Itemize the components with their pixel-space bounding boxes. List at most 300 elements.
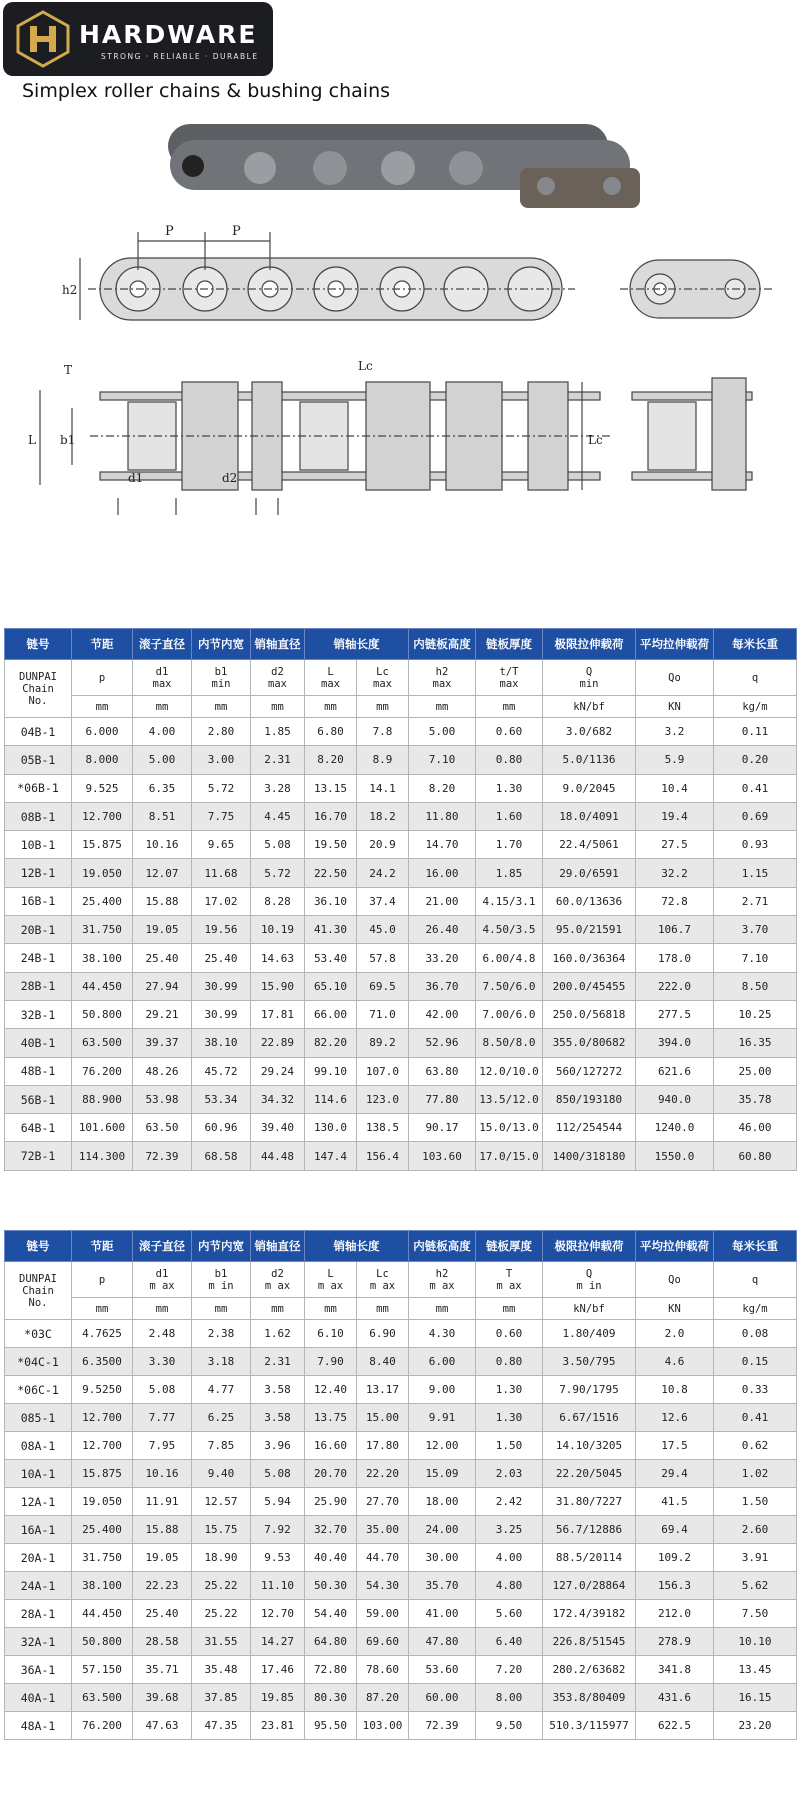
table-cell: 30.00 [409,1544,476,1572]
table-cell: 63.80 [409,1057,476,1085]
table-cell: 3.96 [251,1432,305,1460]
table-cell: 16.60 [305,1432,357,1460]
symbol-text: L [327,1267,334,1280]
symbol-cell [192,660,251,696]
table-cell: 23.81 [251,1712,305,1740]
table-cell: 8.000 [72,746,133,774]
table-cell: 35.70 [409,1572,476,1600]
table-cell: 15.88 [133,1516,192,1544]
table-cell: 29.24 [251,1057,305,1085]
symbol-cell [409,660,476,696]
table-cell: 38.100 [72,944,133,972]
table-cell: 41.00 [409,1600,476,1628]
symbol-text: Chain [22,682,54,695]
table-cell: 38.10 [192,1029,251,1057]
table-cell: 9.91 [409,1404,476,1432]
table-cell: 12.70 [251,1600,305,1628]
Lc-label: Lc [358,359,373,373]
table-cell: 1.80/409 [543,1320,636,1348]
chain-number-cell: 28A-1 [5,1600,72,1628]
table-cell: 6.00/4.8 [476,944,543,972]
table-cell: 31.80/7227 [543,1488,636,1516]
table-cell: 72.8 [636,887,714,915]
table-cell: 7.90 [305,1348,357,1376]
table-row [5,1712,797,1740]
table-cell: 16.70 [305,802,357,830]
b1-label: b1 [60,433,76,447]
table-cell: 22.23 [133,1572,192,1600]
symbol-text: No. [28,694,48,707]
table-cell: 24.00 [409,1516,476,1544]
unit-cell: mm [192,696,251,718]
chain-number-cell: *06B-1 [5,774,72,802]
table-row [5,1142,797,1170]
table-cell: 4.15/3.1 [476,887,543,915]
table-cell: 9.00 [409,1376,476,1404]
table-cell: 9.53 [251,1544,305,1572]
table-row [5,774,797,802]
table-cell: 16.00 [409,859,476,887]
table-cell: 112/254544 [543,1114,636,1142]
header-chain-no: 链号 [5,1231,72,1262]
table-cell: 2.80 [192,718,251,746]
table-cell: 90.17 [409,1114,476,1142]
table-cell: 9.5250 [72,1376,133,1404]
header-plate-thickness: 链板厚度 [476,629,543,660]
table-cell: 0.08 [714,1320,797,1348]
table-cell: 4.77 [192,1376,251,1404]
table-cell: 7.50/6.0 [476,972,543,1000]
symbol-text: Q [585,1267,593,1280]
table-cell: 12.700 [72,802,133,830]
table-cell: 7.10 [714,944,797,972]
symbol-text: h2 [435,665,449,678]
table-cell: 5.08 [133,1376,192,1404]
chain-number-cell: 05B-1 [5,746,72,774]
symbol-text: m ax [317,1279,344,1292]
symbol-text: h2 [435,1267,449,1280]
symbol-text: min [211,677,231,690]
table-row [5,1432,797,1460]
table-cell: 95.0/21591 [543,916,636,944]
unit-cell: mm [72,696,133,718]
Lc-label-right: Lc [588,433,603,447]
chain-number-cell: 48B-1 [5,1057,72,1085]
unit-cell: mm [305,696,357,718]
table-cell: 1.85 [476,859,543,887]
symbol-text: max [268,677,287,690]
table-cell: 64.80 [305,1628,357,1656]
table-cell: 19.85 [251,1684,305,1712]
table-cell: 172.4/39182 [543,1600,636,1628]
table-row [5,1000,797,1028]
table-cell: 76.200 [72,1712,133,1740]
symbol-cell [636,1262,714,1298]
table-row [5,1085,797,1113]
table-cell: 22.89 [251,1029,305,1057]
table-cell: 36.70 [409,972,476,1000]
table-cell: 1.50 [476,1432,543,1460]
table-cell: 28.58 [133,1628,192,1656]
table-cell: 0.60 [476,1320,543,1348]
table-cell: 4.80 [476,1572,543,1600]
header-pitch: 节距 [72,629,133,660]
unit-cell: mm [357,696,409,718]
table-cell: 11.80 [409,802,476,830]
table-cell: 54.40 [305,1600,357,1628]
table-row [5,1057,797,1085]
symbol-text: q [751,671,759,684]
table-cell: 6.25 [192,1404,251,1432]
symbol-text: Qo [668,1273,681,1286]
chain-number-cell: 36A-1 [5,1656,72,1684]
table-cell: 15.09 [409,1460,476,1488]
header-pin-length: 销轴长度 [305,629,409,660]
table-cell: 13.15 [305,774,357,802]
table-cell: 22.50 [305,859,357,887]
table-cell: 60.96 [192,1114,251,1142]
table-cell: 10.16 [133,1460,192,1488]
table-cell: 13.45 [714,1656,797,1684]
symbol-cell [543,660,636,696]
table-cell: 99.10 [305,1057,357,1085]
table-cell: 63.500 [72,1029,133,1057]
table-cell: 17.81 [251,1000,305,1028]
table-cell: 35.00 [357,1516,409,1544]
table-cell: 0.80 [476,1348,543,1376]
symbol-cell [636,660,714,696]
table-cell: 27.70 [357,1488,409,1516]
top-view-drawing [40,378,752,515]
table-cell: 60.80 [714,1142,797,1170]
symbol-text: d1 [155,665,169,678]
table-cell: 1.85 [251,718,305,746]
symbol-text: L [327,665,334,678]
table-cell: 25.90 [305,1488,357,1516]
table-cell: 394.0 [636,1029,714,1057]
symbol-cell [192,1262,251,1298]
table-cell: 68.58 [192,1142,251,1170]
symbol-text: max [499,677,519,690]
symbol-cell [305,1262,357,1298]
header-plate-height: 内链板高度 [409,1231,476,1262]
table-cell: 8.50 [714,972,797,1000]
chain-number-cell: *04C-1 [5,1348,72,1376]
table-cell: 13.75 [305,1404,357,1432]
table-row [5,972,797,1000]
table-cell: 12.07 [133,859,192,887]
table-cell: 31.750 [72,1544,133,1572]
table-cell: 13.17 [357,1376,409,1404]
table-cell: 0.93 [714,831,797,859]
table-cell: 0.62 [714,1432,797,1460]
chain-number-cell: 32B-1 [5,1000,72,1028]
chain-number-cell: 72B-1 [5,1142,72,1170]
table-cell: 2.60 [714,1516,797,1544]
table-cell: 71.0 [357,1000,409,1028]
table-cell: 89.2 [357,1029,409,1057]
table-cell: 36.10 [305,887,357,915]
table-cell: 4.50/3.5 [476,916,543,944]
unit-cell: mm [305,1298,357,1320]
table-row [5,831,797,859]
chain-number-cell: 10A-1 [5,1460,72,1488]
table-row [5,1320,797,1348]
table-cell: 56.7/12886 [543,1516,636,1544]
table-row [5,1029,797,1057]
unit-cell: mm [476,1298,543,1320]
table-cell: 12.700 [72,1432,133,1460]
symbol-cell [251,660,305,696]
table-cell: 14.10/3205 [543,1432,636,1460]
table-cell: 431.6 [636,1684,714,1712]
symbol-cell [476,1262,543,1298]
table-cell: 6.80 [305,718,357,746]
table-row [5,802,797,830]
table-cell: 29.21 [133,1000,192,1028]
table-cell: 0.41 [714,1404,797,1432]
symbol-text: Lc [376,1267,389,1280]
table-cell: 341.8 [636,1656,714,1684]
table-cell: 10.16 [133,831,192,859]
table-cell: 20.70 [305,1460,357,1488]
table-cell: 5.00 [133,746,192,774]
table-row [5,1600,797,1628]
table-cell: 3.58 [251,1404,305,1432]
table-cell: 18.90 [192,1544,251,1572]
table-cell: 5.0/1136 [543,746,636,774]
table-cell: 25.400 [72,1516,133,1544]
table-cell: 18.00 [409,1488,476,1516]
table-cell: 1400/318180 [543,1142,636,1170]
chain-number-cell: 085-1 [5,1404,72,1432]
header-weight: 每米长重 [714,629,797,660]
table-cell: 8.20 [409,774,476,802]
table-cell: 6.90 [357,1320,409,1348]
table-cell: 47.35 [192,1712,251,1740]
table-cell: 2.71 [714,887,797,915]
table-cell: 33.20 [409,944,476,972]
table-cell: 12.40 [305,1376,357,1404]
unit-cell: mm [133,696,192,718]
table-cell: 12.6 [636,1404,714,1432]
symbol-text: m ax [429,1279,455,1292]
symbol-cell [714,1262,797,1298]
table-cell: 3.50/795 [543,1348,636,1376]
table-cell: 8.9 [357,746,409,774]
table-cell: 156.4 [357,1142,409,1170]
table-row [5,1572,797,1600]
table-cell: 72.80 [305,1656,357,1684]
h2-label: h2 [62,283,78,297]
table-cell: 44.450 [72,1600,133,1628]
table-cell: 27.94 [133,972,192,1000]
table-cell: 39.68 [133,1684,192,1712]
table-cell: 103.60 [409,1142,476,1170]
table-cell: 0.60 [476,718,543,746]
table-cell: 19.4 [636,802,714,830]
table-cell: 353.8/80409 [543,1684,636,1712]
table-cell: 5.9 [636,746,714,774]
header-inner-width: 内节内宽 [192,1231,251,1262]
chain-number-cell: 32A-1 [5,1628,72,1656]
table-cell: 78.60 [357,1656,409,1684]
table-cell: 8.00 [476,1684,543,1712]
chain-number-cell: 28B-1 [5,972,72,1000]
chain-number-cell: 08A-1 [5,1432,72,1460]
header-pin-length: 销轴长度 [305,1231,409,1262]
chain-number-cell: 40A-1 [5,1684,72,1712]
table-cell: 2.48 [133,1320,192,1348]
brand-name: HARDWARE [79,20,258,49]
table-cell: 6.000 [72,718,133,746]
symbol-text: m ax [496,1279,522,1292]
table-cell: 41.30 [305,916,357,944]
table-row [5,746,797,774]
chain-number-cell: 12B-1 [5,859,72,887]
table-cell: 14.27 [251,1628,305,1656]
table-cell: 19.05 [133,916,192,944]
table-row [5,718,797,746]
table-cell: 10.10 [714,1628,797,1656]
table-cell: 21.00 [409,887,476,915]
table-cell: 41.5 [636,1488,714,1516]
symbol-cell [5,1262,72,1320]
table-cell: 9.40 [192,1460,251,1488]
table-cell: 250.0/56818 [543,1000,636,1028]
table-cell: 72.39 [133,1142,192,1170]
symbol-row [5,660,797,696]
table-cell: 138.5 [357,1114,409,1142]
table-cell: 4.30 [409,1320,476,1348]
table-cell: 60.00 [409,1684,476,1712]
symbol-text: b1 [214,665,228,678]
table-cell: 15.875 [72,1460,133,1488]
chain-drawing [0,120,800,520]
table-cell: 88.5/20114 [543,1544,636,1572]
unit-cell: kN/bf [543,1298,636,1320]
table-cell: 19.05 [133,1544,192,1572]
symbol-text: Qo [668,671,681,684]
table-cell: 7.8 [357,718,409,746]
table-cell: 5.08 [251,1460,305,1488]
table-row [5,1516,797,1544]
table-cell: 278.9 [636,1628,714,1656]
table-cell: 10.8 [636,1376,714,1404]
table-cell: 32.2 [636,859,714,887]
end-view-drawing [620,260,772,318]
table-row [5,1628,797,1656]
symbol-text: m in [576,1279,602,1292]
table-cell: 38.100 [72,1572,133,1600]
table-cell: 7.77 [133,1404,192,1432]
table-cell: 114.6 [305,1085,357,1113]
chain-number-cell: 12A-1 [5,1488,72,1516]
unit-cell: kg/m [714,1298,797,1320]
table-cell: 23.20 [714,1712,797,1740]
table-cell: 24.2 [357,859,409,887]
table-cell: 25.400 [72,887,133,915]
table-cell: 355.0/80682 [543,1029,636,1057]
table-cell: 26.40 [409,916,476,944]
chain-number-cell: 04B-1 [5,718,72,746]
table-cell: 7.95 [133,1432,192,1460]
table-cell: 4.7625 [72,1320,133,1348]
table-cell: 77.80 [409,1085,476,1113]
table-cell: 3.18 [192,1348,251,1376]
table-cell: 65.10 [305,972,357,1000]
unit-cell: kN/bf [543,696,636,718]
table-cell: 27.5 [636,831,714,859]
table-row [5,944,797,972]
table-cell: 130.0 [305,1114,357,1142]
table-cell: 39.40 [251,1114,305,1142]
table-cell: 69.60 [357,1628,409,1656]
unit-cell: mm [251,696,305,718]
table-cell: 44.48 [251,1142,305,1170]
symbol-text: max [321,677,340,690]
table-cell: 50.30 [305,1572,357,1600]
table-cell: 54.30 [357,1572,409,1600]
symbol-text: max [432,677,452,690]
header-plate-thickness: 链板厚度 [476,1231,543,1262]
symbol-text: No. [28,1296,48,1309]
table-cell: 9.0/2045 [543,774,636,802]
d2-label: d2 [222,471,238,485]
table-cell: 72.39 [409,1712,476,1740]
table-cell: 114.300 [72,1142,133,1170]
symbol-text: p [98,1273,106,1286]
table-cell: 2.42 [476,1488,543,1516]
unit-cell: mm [133,1298,192,1320]
table-cell: 106.7 [636,916,714,944]
table-cell: 4.00 [476,1544,543,1572]
header-weight: 每米长重 [714,1231,797,1262]
table-cell: 40.40 [305,1544,357,1572]
table-cell: 44.70 [357,1544,409,1572]
table-cell: 0.11 [714,718,797,746]
table-cell: 50.800 [72,1628,133,1656]
table-cell: 3.58 [251,1376,305,1404]
unit-cell: mm [409,1298,476,1320]
header-pin-diameter: 销轴直径 [251,1231,305,1262]
table-cell: 107.0 [357,1057,409,1085]
chain-number-cell: *03C [5,1320,72,1348]
symbol-cell [133,660,192,696]
chain-number-cell: 40B-1 [5,1029,72,1057]
table-cell: 44.450 [72,972,133,1000]
table-cell: 59.00 [357,1600,409,1628]
table-cell: 10.25 [714,1000,797,1028]
table-cell: 14.63 [251,944,305,972]
unit-cell: kg/m [714,696,797,718]
symbol-text: Q [585,665,593,678]
table-cell: 34.32 [251,1085,305,1113]
table-cell: 14.70 [409,831,476,859]
table-cell: 8.50/8.0 [476,1029,543,1057]
table-cell: 622.5 [636,1712,714,1740]
chain-number-cell: *06C-1 [5,1376,72,1404]
symbol-text: min [579,677,599,690]
table-cell: 510.3/115977 [543,1712,636,1740]
table-cell: 7.00/6.0 [476,1000,543,1028]
header-row [5,629,797,660]
table-cell: 45.0 [357,916,409,944]
chain-number-cell: 20A-1 [5,1544,72,1572]
table-cell: 25.40 [192,944,251,972]
table-cell: 109.2 [636,1544,714,1572]
chain-number-cell: 16A-1 [5,1516,72,1544]
